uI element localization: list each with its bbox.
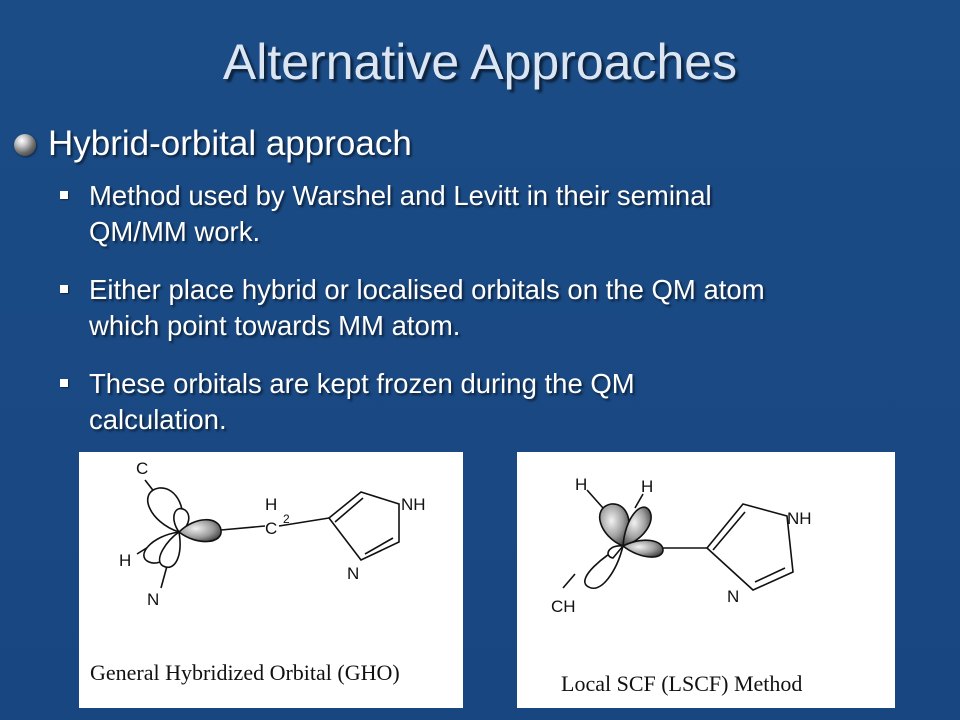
bullet-2-line-1: Either place hybrid or localised orbitals on the QM atom	[89, 274, 765, 305]
atom-label-nh: NH	[787, 509, 812, 528]
imidazole-ring	[329, 492, 399, 560]
imidazole-ring	[707, 504, 793, 590]
atom-label-n: N	[147, 590, 160, 609]
bond-h2	[635, 494, 643, 508]
lscf-diagram	[517, 452, 895, 708]
bullet-item-3	[60, 366, 950, 438]
atom-label-h2-sub: 2	[283, 512, 290, 526]
lscf-figure	[517, 452, 895, 708]
atom-label-h2-c: C	[265, 519, 278, 538]
atom-label-h: H	[119, 551, 132, 570]
bullet-item-1	[60, 178, 950, 250]
gho-figure	[79, 452, 463, 708]
atom-label-c: C	[136, 459, 149, 478]
atom-label-h1: H	[575, 475, 588, 494]
bullet-3-line-2: calculation.	[89, 404, 227, 435]
square-bullet-icon	[60, 379, 68, 387]
bullet-3-line-1: These orbitals are kept frozen during the QM	[89, 368, 635, 399]
level1-bullet	[14, 120, 412, 168]
sphere-bullet-icon	[14, 134, 36, 156]
atom-label-n-ring: N	[727, 587, 740, 606]
bullet-1-line-1: Method used by Warshel and Levitt in their seminal	[89, 180, 712, 211]
bond-h1	[587, 490, 603, 508]
bond-n	[161, 566, 167, 588]
lscf-caption: Local SCF (LSCF) Method	[561, 671, 803, 696]
bullet-2-line-2: which point towards MM atom.	[89, 310, 461, 341]
atom-label-n-ring: N	[347, 564, 360, 583]
bullet-1-line-2: QM/MM work.	[89, 216, 261, 247]
square-bullet-icon	[60, 191, 68, 199]
gho-caption: General Hybridized Orbital (GHO)	[90, 660, 400, 685]
atom-label-h2: H	[641, 477, 654, 496]
atom-label-h2-h: H	[265, 495, 278, 514]
bond-ch	[563, 574, 575, 588]
bond-ch2	[221, 526, 265, 530]
square-bullet-icon	[60, 285, 68, 293]
atom-label-ch: CH	[551, 597, 576, 616]
level1-text: Hybrid-orbital approach	[48, 124, 412, 163]
atom-label-nh: NH	[401, 495, 426, 514]
slide-title: Alternative Approaches	[222, 34, 738, 90]
bullet-item-2	[60, 272, 950, 344]
